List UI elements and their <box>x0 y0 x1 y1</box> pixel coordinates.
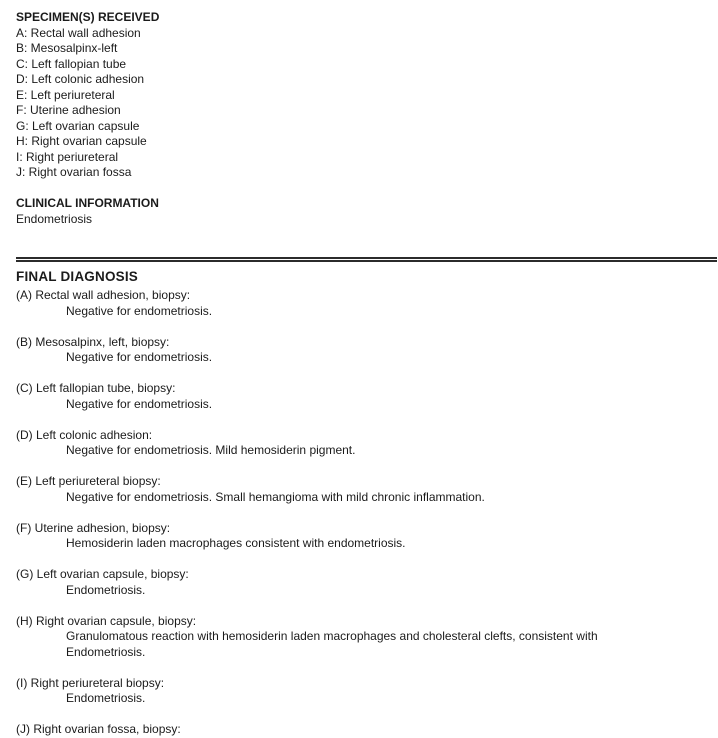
diagnosis-finding: Negative for endometriosis. <box>66 396 213 411</box>
diagnosis-entry <box>16 676 718 707</box>
diagnosis-finding: Negative for endometriosis. Small hemangioma with mild chronic inflammation. <box>66 489 485 504</box>
diagnosis-section <box>16 268 718 738</box>
clinical-text: Endometriosis <box>16 211 93 226</box>
diagnosis-entry-heading: (E) Left periureteral biopsy: <box>16 474 161 488</box>
diagnosis-entry-heading: (H) Right ovarian capsule, biopsy: <box>16 613 197 628</box>
diagnosis-entry <box>16 722 718 738</box>
diagnosis-list <box>16 288 718 738</box>
diagnosis-entry-heading: (J) Right ovarian fossa, biopsy: <box>16 722 181 736</box>
specimen-item: J: Right ovarian fossa <box>16 165 132 179</box>
diagnosis-entry <box>16 474 718 505</box>
diagnosis-entry-heading: (F) Uterine adhesion, biopsy: <box>16 520 171 535</box>
specimens-title: SPECIMEN(S) RECEIVED <box>16 10 160 24</box>
divider-line-top <box>16 257 717 259</box>
diagnosis-finding: Negative for endometriosis. <box>66 350 213 364</box>
diagnosis-entry <box>16 567 718 598</box>
specimens-section <box>16 10 718 181</box>
diagnosis-finding: Endometriosis. <box>66 644 146 659</box>
diagnosis-entry-heading: (I) Right periureteral biopsy: <box>16 675 165 690</box>
specimen-item: E: Left periureteral <box>16 87 115 102</box>
diagnosis-entry <box>16 614 718 661</box>
specimen-item: C: Left fallopian tube <box>16 56 127 71</box>
diagnosis-entry-heading: (D) Left colonic adhesion: <box>16 427 153 442</box>
diagnosis-entry <box>16 335 718 366</box>
diagnosis-entry-heading: (B) Mesosalpinx, left, biopsy: <box>16 334 170 349</box>
clinical-section <box>16 196 718 227</box>
diagnosis-entry <box>16 381 718 412</box>
diagnosis-entry-heading: (C) Left fallopian tube, biopsy: <box>16 381 176 395</box>
diagnosis-finding: Negative for endometriosis. <box>66 303 213 318</box>
clinical-title: CLINICAL INFORMATION <box>16 196 159 210</box>
diagnosis-finding: Endometriosis. <box>66 582 146 597</box>
specimen-item: B: Mesosalpinx-left <box>16 41 118 55</box>
specimen-item: A: Rectal wall adhesion <box>16 25 141 40</box>
specimen-item: H: Right ovarian capsule <box>16 134 147 148</box>
diagnosis-title: FINAL DIAGNOSIS <box>16 269 139 284</box>
specimen-item: F: Uterine adhesion <box>16 103 121 117</box>
section-divider <box>16 257 717 262</box>
diagnosis-entry <box>16 428 718 459</box>
specimen-item: G: Left ovarian capsule <box>16 118 140 133</box>
diagnosis-entry <box>16 288 718 319</box>
diagnosis-finding: Granulomatous reaction with hemosiderin laden macrophages and cholesteral clefts, consistent with <box>66 629 598 643</box>
specimen-list <box>16 26 718 181</box>
diagnosis-finding: Hemosiderin laden macrophages consistent with endometriosis. <box>66 536 406 550</box>
diagnosis-entry-heading: (G) Left ovarian capsule, biopsy: <box>16 567 189 581</box>
divider-line-bottom <box>16 260 717 262</box>
diagnosis-finding: Negative for endometriosis. Mild hemosiderin pigment. <box>66 443 356 457</box>
specimen-item: D: Left colonic adhesion <box>16 72 145 86</box>
diagnosis-entry <box>16 521 718 552</box>
diagnosis-finding: Endometriosis. <box>66 691 146 705</box>
diagnosis-entry-heading: (A) Rectal wall adhesion, biopsy: <box>16 288 191 302</box>
specimen-item: I: Right periureteral <box>16 149 119 164</box>
